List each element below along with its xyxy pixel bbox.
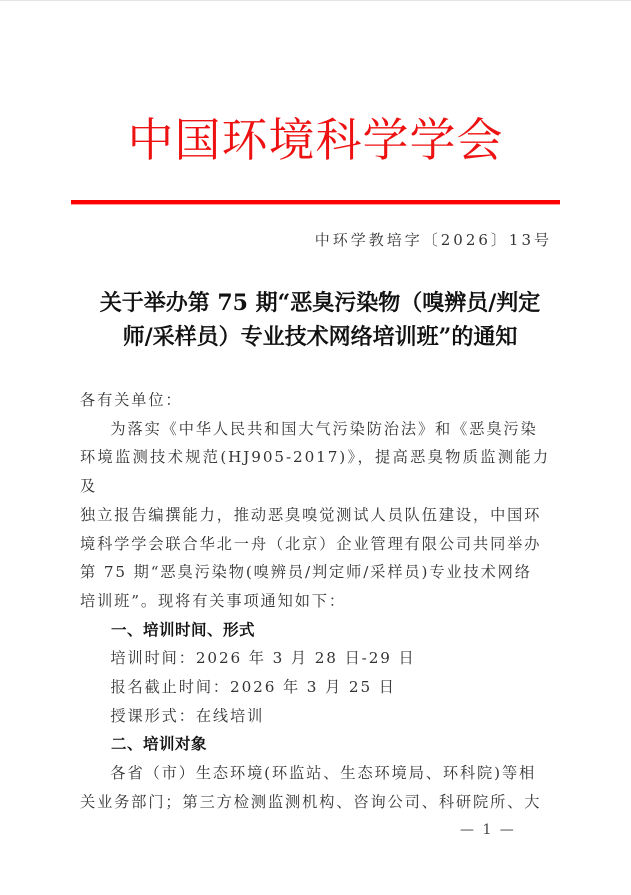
- page-number: — 1 —: [460, 822, 516, 838]
- section-training-time: [80, 616, 550, 731]
- training-time: 培训时间：2026 年 3 月 28 日-29 日: [110, 649, 416, 668]
- section-heading: 二、培训对象: [111, 735, 208, 754]
- intro-line: 为落实《中华人民共和国大气污染防治法》和《恶臭污染: [110, 419, 538, 438]
- document-body: [80, 386, 550, 817]
- letterhead-organization: 中国环境科学学会: [127, 113, 504, 167]
- targets-line: 关业务部门；第三方检测监测机构、咨询公司、科研院所、大: [80, 792, 542, 811]
- section-heading: 一、培训时间、形式: [111, 620, 256, 639]
- targets-line: 各省（市）生态环境(环监站、生态环境局、环科院)等相: [110, 764, 537, 783]
- intro-line: 独立报告编撰能力，推动恶臭嗅觉测试人员队伍建设，中国环: [80, 505, 542, 524]
- letterhead-red-rule: [71, 200, 560, 204]
- registration-deadline: 报名截止时间：2026 年 3 月 25 日: [110, 678, 396, 697]
- teaching-format: 授课形式：在线培训: [110, 706, 265, 725]
- salutation: 各有关单位：: [80, 391, 183, 409]
- document-title: [60, 286, 580, 354]
- intro-line: 培训班”。现将有关事项通知如下：: [80, 591, 346, 610]
- title-line-1: 关于举办第 75 期“恶臭污染物（嗅辨员/判定: [99, 290, 541, 316]
- intro-line: 第 75 期“恶臭污染物(嗅辨员/判定师/采样员)专业技术网络: [80, 563, 532, 582]
- intro-line: 环境监测技术规范(HJ905-2017)》，提高恶臭物质监测能力及: [80, 448, 550, 496]
- document-number: 中环学教培字〔2026〕13号: [314, 231, 552, 249]
- section-training-targets: [80, 730, 550, 816]
- intro-line: 境科学学会联合华北一舟（北京）企业管理有限公司共同举办: [80, 534, 542, 553]
- intro-paragraph: [80, 415, 550, 616]
- title-line-2: 师/采样员）专业技术网络培训班”的通知: [122, 324, 518, 350]
- page-top-border: [0, 0, 631, 1]
